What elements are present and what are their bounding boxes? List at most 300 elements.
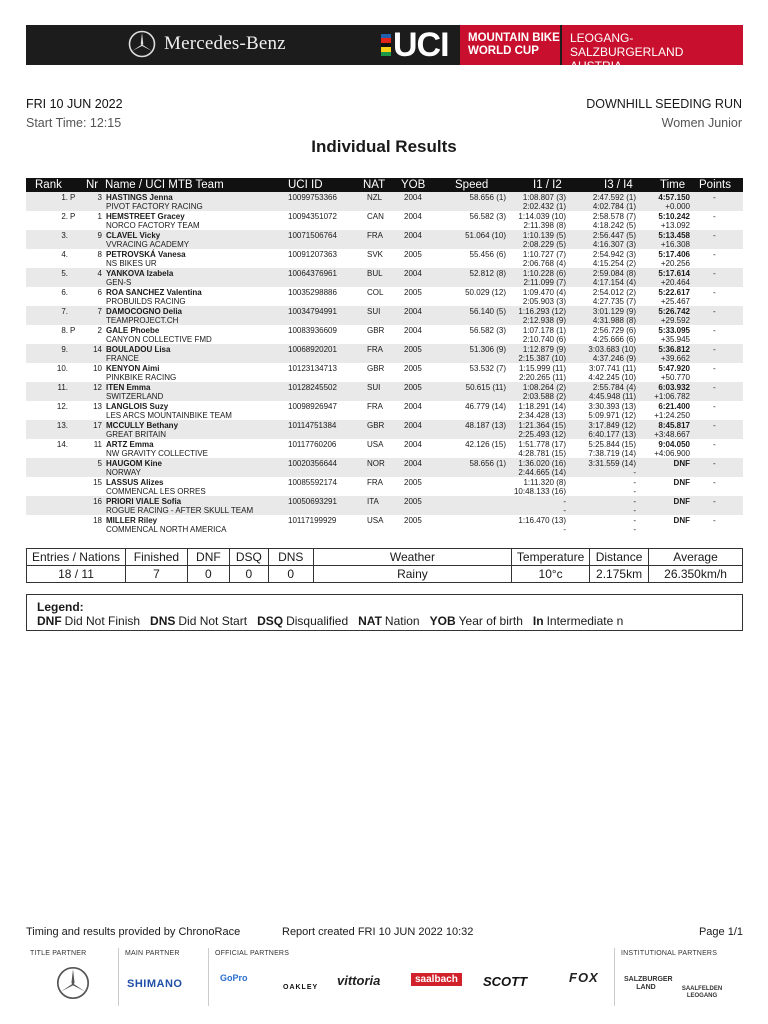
cell-nat: SUI [367, 307, 381, 316]
cell-nat: NOR [367, 459, 385, 468]
legend-key: DNS [150, 614, 176, 628]
cell-rank: 1. [61, 193, 68, 202]
cell-i4: 4:45.948 (11) [589, 392, 636, 401]
cell-team: PINKBIKE RACING [106, 373, 177, 382]
scott-logo: SCOTT [483, 974, 528, 989]
cell-i2: 2:25.493 (12) [518, 430, 566, 439]
cell-nat: FRA [367, 402, 383, 411]
cell-team: ROGUE RACING - AFTER SKULL TEAM [106, 506, 254, 515]
cell-yob: 2004 [404, 421, 422, 430]
shimano-logo: SHIMANO [127, 978, 183, 990]
cell-gap: +35.945 [660, 335, 690, 344]
cell-name: LANGLOIS Suzy [106, 402, 169, 411]
summary-value-cell: 26.350km/h [649, 566, 743, 583]
summary-value-cell: Rainy [313, 566, 511, 583]
partner-divider [208, 948, 209, 1006]
cell-uci-id: 10114751384 [288, 421, 337, 430]
cell-time: 4:57.150 [658, 193, 690, 202]
legend-desc: Did Not Finish [64, 614, 141, 628]
cell-speed: 42.126 (15) [465, 440, 506, 449]
col-time-header: Time [660, 179, 686, 191]
cell-i3: 2:59.084 (8) [592, 269, 636, 278]
cell-i4: 6:40.177 (13) [588, 430, 636, 439]
cell-team: COMMENCAL LES ORRES [106, 487, 206, 496]
legend-desc: Intermediate n [546, 614, 624, 628]
legend-key: NAT [358, 614, 382, 628]
cell-points: - [713, 269, 716, 278]
cell-team: FRANCE [106, 354, 139, 363]
cell-yob: 2005 [404, 288, 422, 297]
cell-i1: 1:08.264 (2) [522, 383, 566, 392]
vittoria-logo: vittoria [337, 973, 381, 988]
cell-i3: - [633, 516, 636, 525]
cell-time: 6:21.400 [658, 402, 690, 411]
summary-header-cell: Finished [125, 549, 187, 566]
cell-i4: 5:09.971 (12) [588, 411, 636, 420]
cell-i3: 5:25.844 (15) [588, 440, 636, 449]
summary-header-cell: Temperature [512, 549, 590, 566]
cell-uci-id: 10068920201 [288, 345, 337, 354]
cell-i3: 3:07.741 (11) [589, 364, 636, 373]
cell-gap: +29.592 [660, 316, 690, 325]
cell-team: GEN-S [106, 278, 132, 287]
cell-name: CLAVEL Vicky [106, 231, 161, 240]
table-row [26, 439, 743, 458]
cell-i1: 1:18.291 (14) [518, 402, 566, 411]
cell-name: BOULADOU Lisa [106, 345, 171, 354]
table-row [26, 496, 743, 515]
event-info-right [586, 95, 742, 133]
cell-speed: 58.656 (1) [469, 193, 506, 202]
title-partner-label: TITLE PARTNER [30, 950, 87, 957]
oakley-logo: OAKLEY [283, 984, 319, 991]
cell-nr: 9 [97, 231, 102, 240]
cell-nr: 2 [97, 326, 102, 335]
cell-i2: 2:15.387 (10) [518, 354, 566, 363]
partner-divider [118, 948, 119, 1006]
legend-box [26, 594, 743, 631]
cell-time: 5:10.242 [658, 212, 690, 221]
cell-nat: GBR [367, 421, 385, 430]
uci-wordmark: UCI [393, 26, 449, 64]
results-table [26, 178, 743, 534]
summary-value-cell: 0 [229, 566, 268, 583]
cell-name: HAUGOM Kine [106, 459, 162, 468]
cell-nat: SVK [367, 250, 384, 259]
cell-nat: COL [367, 288, 384, 297]
cell-i3: 3:17.849 (12) [588, 421, 636, 430]
cell-speed: 52.812 (8) [469, 269, 506, 278]
cell-rank: 7. [61, 307, 68, 316]
cell-time: 9:04.050 [658, 440, 690, 449]
cell-time: 5:17.406 [658, 250, 690, 259]
cell-team: TEAMPROJECT.CH [106, 316, 179, 325]
cell-i4: 4:15.254 (2) [592, 259, 636, 268]
cell-nr: 8 [97, 250, 102, 259]
cell-nr: 3 [97, 193, 102, 202]
cell-i4: - [633, 468, 636, 477]
col-i3i4-header: I3 / I4 [604, 179, 633, 191]
cell-yob: 2004 [404, 459, 422, 468]
cell-i3: 2:54.012 (2) [592, 288, 636, 297]
cell-i2: 2:44.665 (14) [518, 468, 566, 477]
cell-nat: CAN [367, 212, 384, 221]
legend-desc: Disqualified [286, 614, 349, 628]
cell-i2: 2:12.938 (9) [522, 316, 566, 325]
cell-gap: +20.464 [660, 278, 690, 287]
cell-uci-id: 10064376961 [288, 269, 337, 278]
timing-credit: Timing and results provided by ChronoRace [26, 926, 241, 938]
cell-uci-id: 10020356644 [288, 459, 337, 468]
col-uciid-header: UCI ID [288, 179, 323, 191]
cell-i2: 2:05.903 (3) [522, 297, 566, 306]
saalfelden-leogang-logo: SAALFELDEN LEOGANG [681, 986, 723, 999]
cell-team: NW GRAVITY COLLECTIVE [106, 449, 208, 458]
cell-time: 5:36.812 [658, 345, 690, 354]
results-header-row [26, 178, 743, 192]
mercedes-star-icon [128, 30, 156, 58]
cell-nr: 13 [93, 402, 102, 411]
table-row [26, 287, 743, 306]
cell-team: NORWAY [106, 468, 141, 477]
cell-nat: BUL [367, 269, 383, 278]
cell-yob: 2005 [404, 383, 422, 392]
cell-points: - [713, 402, 716, 411]
cell-nat: FRA [367, 345, 383, 354]
cell-speed: 51.064 (10) [465, 231, 506, 240]
summary-value-cell: 7 [125, 566, 187, 583]
legend-key: DNF [37, 614, 62, 628]
cell-nat: NZL [367, 193, 383, 202]
uci-stripes [381, 34, 391, 56]
cell-gap: +39.662 [660, 354, 690, 363]
page-title: Individual Results [311, 137, 457, 156]
cell-name: HEMSTREET Gracey [106, 212, 185, 221]
cell-uci-id: 10117199929 [288, 516, 337, 525]
cell-team: GREAT BRITAIN [106, 430, 167, 439]
cell-rank: 2. [61, 212, 68, 221]
cell-i1: 1:10.139 (5) [522, 231, 566, 240]
cell-i2: 2:34.428 (13) [518, 411, 566, 420]
cell-i2: - [563, 525, 566, 534]
table-row [26, 230, 743, 249]
series-logo [460, 25, 560, 65]
cell-uci-id: 10123134713 [288, 364, 337, 373]
cell-uci-id: 10071506764 [288, 231, 337, 240]
col-speed-header: Speed [455, 179, 489, 191]
institutional-partners-label: INSTITUTIONAL PARTNERS [621, 950, 718, 957]
summary-header-cell: Distance [590, 549, 649, 566]
cell-points: - [713, 345, 716, 354]
cell-gap: +20.256 [660, 259, 690, 268]
cell-gap: +4:06.900 [654, 449, 690, 458]
table-row [26, 477, 743, 496]
event-date: FRI 10 JUN 2022 [26, 97, 123, 111]
cell-rank: 8. [61, 326, 68, 335]
cell-i4: 4:18.242 (5) [592, 221, 636, 230]
summary-header-cell: DSQ [229, 549, 268, 566]
race-name: DOWNHILL SEEDING RUN [586, 97, 742, 111]
cell-team: PIVOT FACTORY RACING [106, 202, 203, 211]
cell-i1: 1:14.039 (10) [518, 212, 566, 221]
start-time: Start Time: 12:15 [26, 116, 122, 130]
cell-speed: 56.140 (5) [469, 307, 506, 316]
summary-value-cell: 0 [187, 566, 229, 583]
cell-time: DNF [673, 516, 690, 525]
cell-points: - [713, 364, 716, 373]
cell-speed: 50.029 (12) [465, 288, 506, 297]
cell-nr: 14 [93, 345, 102, 354]
cell-uci-id: 10083936609 [288, 326, 337, 335]
table-row [26, 268, 743, 287]
cell-time: 5:33.095 [658, 326, 690, 335]
cell-i4: 4:37.246 (9) [592, 354, 636, 363]
cell-i2: 2:03.588 (2) [522, 392, 566, 401]
cell-i2: 2:02.432 (1) [522, 202, 566, 211]
legend-desc: Year of birth [458, 614, 523, 628]
cell-uci-id: 10128245502 [288, 383, 337, 392]
cell-time: DNF [673, 497, 690, 506]
cell-team: PROBUILDS RACING [106, 297, 186, 306]
cell-i3: 2:58.578 (7) [592, 212, 636, 221]
cell-nr: 18 [93, 516, 102, 525]
cell-i2: 2:11.398 (8) [523, 221, 566, 230]
table-row [26, 401, 743, 420]
cell-nat: GBR [367, 364, 385, 373]
cell-nat: FRA [367, 231, 383, 240]
cell-yob: 2004 [404, 193, 422, 202]
cell-rank: 11. [57, 383, 68, 392]
cell-speed: 56.582 (3) [469, 326, 506, 335]
page-number: Page 1/1 [698, 926, 743, 938]
cell-uci-id: 10085592174 [288, 478, 337, 487]
cell-name: PETROVSKÁ Vanesa [106, 250, 186, 259]
summary-value-cell: 0 [268, 566, 313, 583]
cell-yob: 2004 [404, 402, 422, 411]
cell-gap: +13.092 [660, 221, 690, 230]
cell-i4: 4:42.245 (10) [588, 373, 636, 382]
cell-i2: 2:10.740 (6) [522, 335, 566, 344]
cell-i2: 4:28.781 (15) [518, 449, 566, 458]
summary-header-cell: DNS [268, 549, 313, 566]
cell-speed: 55.456 (6) [469, 250, 506, 259]
cell-team: CANYON COLLECTIVE FMD [106, 335, 212, 344]
cell-yob: 2004 [404, 440, 422, 449]
cell-nat: FRA [367, 478, 383, 487]
cell-yob: 2004 [404, 269, 422, 278]
legend-desc: Nation [384, 614, 420, 628]
cell-i2: 2:20.265 (11) [519, 373, 566, 382]
cell-nr: 12 [93, 383, 102, 392]
venue-line-2: AUSTRIA [570, 59, 623, 73]
col-rank-header: Rank [35, 179, 62, 191]
table-row [26, 363, 743, 382]
cell-points: - [713, 193, 716, 202]
cell-yob: 2004 [404, 307, 422, 316]
saalbach-logo: saalbach [411, 973, 462, 986]
cell-gap: +0.000 [665, 202, 690, 211]
table-row [26, 344, 743, 363]
cell-gap: +1:06.782 [654, 392, 690, 401]
cell-i1: 1:51.778 (17) [518, 440, 566, 449]
cell-gap: +16.308 [660, 240, 690, 249]
cell-uci-id: 10035298886 [288, 288, 337, 297]
cell-nr: 7 [97, 307, 102, 316]
event-info-left [26, 95, 123, 133]
cell-points: - [713, 383, 716, 392]
cell-i4: - [633, 506, 636, 515]
cell-name: MCCULLY Bethany [106, 421, 179, 430]
cell-points: - [713, 440, 716, 449]
cell-name: YANKOVA Izabela [106, 269, 174, 278]
venue-line-1: LEOGANG-SALZBURGERLAND [570, 31, 684, 59]
series-line-1: MOUNTAIN BIKE [468, 32, 560, 44]
main-partner-label: MAIN PARTNER [125, 950, 180, 957]
sponsor-logo [128, 30, 286, 58]
cell-team: COMMENCAL NORTH AMERICA [106, 525, 227, 534]
cell-i2: - [563, 506, 566, 515]
cell-time: 5:13.458 [658, 231, 690, 240]
cell-i4: - [633, 525, 636, 534]
legend-key: In [532, 614, 544, 628]
cell-name: KENYON Aimi [106, 364, 160, 373]
cell-gap: +1:24.250 [654, 411, 690, 420]
cell-rank: 14. [56, 440, 68, 449]
cell-time: 6:03.932 [658, 383, 690, 392]
table-row [26, 325, 743, 344]
cell-name: ITEN Emma [106, 383, 151, 392]
race-category: Women Junior [661, 116, 742, 130]
cell-name: MILLER Riley [106, 516, 158, 525]
cell-i4: 4:16.307 (3) [592, 240, 636, 249]
cell-yob: 2005 [404, 250, 422, 259]
summary-header-cell: Average [649, 549, 743, 566]
sponsor-name: Mercedes-Benz [164, 33, 286, 54]
cell-i4: 4:31.988 (8) [592, 316, 636, 325]
mercedes-star-icon [56, 966, 90, 1000]
cell-speed: 53.532 (7) [469, 364, 506, 373]
cell-gap: +3:48.667 [654, 430, 690, 439]
table-row [26, 306, 743, 325]
cell-time: 5:22.617 [658, 288, 690, 297]
cell-name: HASTINGS Jenna [106, 193, 173, 202]
salzburgerland-logo: SALZBURGER LAND [624, 976, 673, 991]
cell-i1: 1:16.293 (12) [518, 307, 566, 316]
venue-block [562, 25, 743, 73]
gopro-logo: GoPro [220, 973, 248, 983]
cell-i1: 1:11.320 (8) [523, 478, 566, 487]
cell-yob: 2004 [404, 326, 422, 335]
cell-yob: 2005 [404, 497, 422, 506]
legend-items [37, 614, 732, 628]
cell-i4: 4:27.735 (7) [592, 297, 636, 306]
cell-yob: 2005 [404, 516, 422, 525]
legend-key: YOB [429, 614, 456, 628]
cell-nr: 5 [97, 459, 102, 468]
cell-p-flag: P [70, 326, 76, 335]
cell-name: PRIORI VIALE Sofia [106, 497, 182, 506]
header-banner [26, 25, 743, 73]
cell-nr: 4 [97, 269, 102, 278]
partner-divider [614, 948, 615, 1006]
summary-value-cell: 2.175km [590, 566, 649, 583]
summary-header-row [27, 549, 743, 566]
cell-uci-id: 10094351072 [288, 212, 337, 221]
cell-i1: 1:08.807 (3) [522, 193, 566, 202]
cell-yob: 2005 [404, 345, 422, 354]
cell-name: LASSUS Alizes [106, 478, 164, 487]
cell-i3: 2:56.729 (6) [592, 326, 636, 335]
cell-i1: 1:09.470 (4) [522, 288, 566, 297]
cell-name: GALE Phoebe [106, 326, 160, 335]
legend-key: DSQ [257, 614, 284, 628]
cell-nat: USA [367, 440, 384, 449]
cell-nat: SUI [367, 383, 381, 392]
cell-time: 5:17.614 [658, 269, 690, 278]
cell-i3: - [633, 497, 636, 506]
partners-bar [26, 948, 743, 1008]
cell-i1: 1:12.879 (9) [522, 345, 566, 354]
col-nat-header: NAT [363, 179, 386, 191]
results-body [26, 192, 743, 534]
cell-gap: +25.467 [660, 297, 690, 306]
cell-nat: GBR [367, 326, 385, 335]
cell-uci-id: 10098926947 [288, 402, 337, 411]
cell-i1: 1:07.178 (1) [522, 326, 566, 335]
cell-i4: 4:25.666 (6) [592, 335, 636, 344]
cell-rank: 3. [61, 231, 68, 240]
cell-points: - [713, 516, 716, 525]
cell-i3: 3:30.393 (13) [588, 402, 636, 411]
cell-nr: 11 [93, 440, 102, 449]
cell-team: VVRACING ACADEMY [106, 240, 190, 249]
cell-i3: 3:01.129 (9) [592, 307, 636, 316]
cell-points: - [713, 231, 716, 240]
uci-logo [381, 25, 449, 65]
cell-uci-id: 10050693291 [288, 497, 337, 506]
cell-i2: 2:06.768 (4) [522, 259, 566, 268]
cell-speed: 58.656 (1) [469, 459, 506, 468]
cell-yob: 2004 [404, 231, 422, 240]
cell-speed: 51.306 (9) [469, 345, 506, 354]
cell-points: - [713, 307, 716, 316]
table-row [26, 192, 743, 211]
cell-time: 5:26.742 [658, 307, 690, 316]
cell-speed: 50.615 (11) [465, 383, 506, 392]
cell-rank: 13. [56, 421, 68, 430]
cell-points: - [713, 250, 716, 259]
cell-i2: 10:48.133 (16) [513, 487, 566, 496]
official-partners-label: OFFICIAL PARTNERS [215, 950, 290, 957]
cell-i1: 1:10.727 (7) [522, 250, 566, 259]
cell-i1: 1:36.020 (16) [518, 459, 566, 468]
cell-nat: ITA [367, 497, 379, 506]
cell-i4: 4:17.154 (4) [592, 278, 636, 287]
cell-i3: 3:31.559 (14) [588, 459, 636, 468]
cell-team: LES ARCS MOUNTAINBIKE TEAM [106, 411, 232, 420]
cell-yob: 2005 [404, 364, 422, 373]
cell-nat: USA [367, 516, 384, 525]
cell-i1: 1:15.999 (11) [519, 364, 566, 373]
cell-rank: 5. [61, 269, 68, 278]
cell-i4: 4:02.784 (1) [592, 202, 636, 211]
cell-uci-id: 10034794991 [288, 307, 337, 316]
cell-points: - [713, 478, 716, 487]
cell-rank: 6. [61, 288, 68, 297]
fox-logo: FOX [569, 970, 599, 985]
cell-time: 5:47.920 [658, 364, 690, 373]
cell-name: ROA SANCHEZ Valentina [106, 288, 202, 297]
